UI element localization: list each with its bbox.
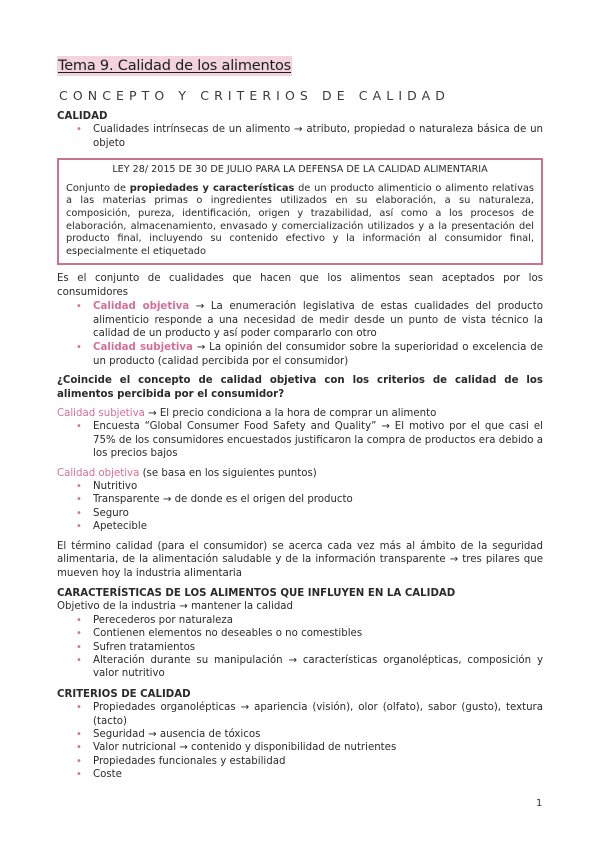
list-item: • Seguro: [57, 507, 543, 520]
caracteristicas-heading: CARACTERÍSTICAS DE LOS ALIMENTOS QUE INFLUYEN EN LA CALIDAD: [57, 587, 456, 599]
pregunta-subjetiva-text: → El precio condiciona a la hora de comprar un alimento: [144, 408, 437, 420]
conclusion-paragraph: El término calidad (para el consumidor) se acerca cada vez más al ámbito de la seguridad alimentaria, de la alimentación saludable y de la información transparente → tres pilares que mueven hoy la industria alimentaria: [57, 540, 543, 579]
title-wrap: [57, 56, 543, 76]
encuesta-item: • Encuesta “Global Consumer Food Safety and Quality” → El motivo por el que casi el 75% de los consumidores encuestados justificaron la compra de productos era debido a los precios bajos: [57, 420, 543, 460]
calidad-objetiva-text: → La enumeración legislativa de estas cualidades del producto alimenticio responde a una necesidad de medir desde un punto de vista técnico la calidad de un producto y así poder compararlo con otro: [93, 301, 543, 339]
ley-box: [57, 158, 543, 265]
list-item: • Nutritivo: [57, 480, 543, 493]
ley-box-body: [66, 183, 534, 259]
pregunta-objetiva: [57, 467, 543, 480]
list-item: [57, 341, 543, 368]
ley-box-title: LEY 28/ 2015 DE 30 DE JULIO PARA LA DEFENSA DE LA CALIDAD ALIMENTARIA: [112, 164, 488, 176]
list-item: • Valor nutricional → contenido y disponibilidad de nutrientes: [57, 741, 543, 754]
cualidades-list: [57, 300, 543, 368]
list-item: • Propiedades organolépticas → apariencia (visión), olor (olfato), sabor (gusto), textura (tacto): [57, 701, 543, 728]
pregunta-objetiva-label: Calidad objetiva: [57, 467, 140, 479]
list-item: • Perecederos por naturaleza: [57, 614, 543, 627]
calidad-objetiva-label: Calidad objetiva: [93, 301, 190, 313]
page-number: 1: [536, 798, 543, 809]
list-item: • Seguridad → ausencia de tóxicos: [57, 728, 543, 741]
list-item: • Apetecible: [57, 520, 543, 533]
pregunta-objetiva-text: (se basa en los siguientes puntos): [139, 467, 317, 479]
pregunta-subjetiva-label: Calidad subjetiva: [57, 408, 145, 420]
ley-text-bold: propiedades y características: [129, 182, 295, 194]
list-item: • Propiedades funcionales y estabilidad: [57, 755, 543, 768]
puntos-list: [57, 480, 543, 534]
criterios-list: [57, 701, 543, 781]
page-title: Tema 9. Calidad de los alimentos: [58, 58, 292, 74]
criterios-heading: CRITERIOS DE CALIDAD: [57, 688, 191, 700]
pregunta-subjetiva: [57, 407, 543, 420]
list-item: • Sufren tratamientos: [57, 641, 543, 654]
pregunta-heading: ¿Coincide el concepto de calidad objetiva con los criterios de calidad de los alimentos percibida por el consumidor?: [57, 375, 543, 400]
cualidades-intro: Es el conjunto de cualidades que hacen que los alimentos sean aceptados por los consumidores: [57, 273, 543, 298]
list-item: • Transparente → de donde es el origen del producto: [57, 493, 543, 506]
document-page: [57, 56, 543, 782]
list-item: [57, 300, 543, 340]
calidad-subjetiva-label: Calidad subjetiva: [93, 342, 193, 354]
ley-text-after: de un producto alimenticio o alimento relativas a las materias primas o ingredientes utilizados en su elaboración, a su naturaleza, composición, pureza, identificación, origen y trazabilidad, así como a los procesos de elaboración, almacenamiento, envasado y comercialización utilizados y a la presentación del producto final, incluyendo su contenido efectivo y la información al consumidor final, especialmente el etiquetado: [66, 182, 535, 257]
calidad-list: [57, 123, 543, 150]
calidad-subjetiva-text: → La opinión del consumidor sobre la superioridad o excelencia de un producto (calidad percibida por el consumidor): [93, 342, 543, 367]
list-item: • Alteración durante su manipulación → características organolépticas, composición y valor nutritivo: [57, 654, 543, 681]
caracteristicas-intro: Objetivo de la industria → mantener la calidad: [57, 601, 294, 613]
caracteristicas-list: [57, 614, 543, 681]
list-item: • Contienen elementos no deseables o no comestibles: [57, 627, 543, 640]
section-heading: CONCEPTO Y CRITERIOS DE CALIDAD: [59, 88, 450, 103]
calidad-bullet: • Cualidades intrínsecas de un alimento → atributo, propiedad o naturaleza básica de un objeto: [57, 123, 543, 150]
list-item: • Coste: [57, 768, 543, 781]
ley-text-before: Conjunto de: [66, 182, 130, 194]
calidad-heading: CALIDAD: [57, 111, 108, 122]
encuesta-list: [57, 420, 543, 460]
